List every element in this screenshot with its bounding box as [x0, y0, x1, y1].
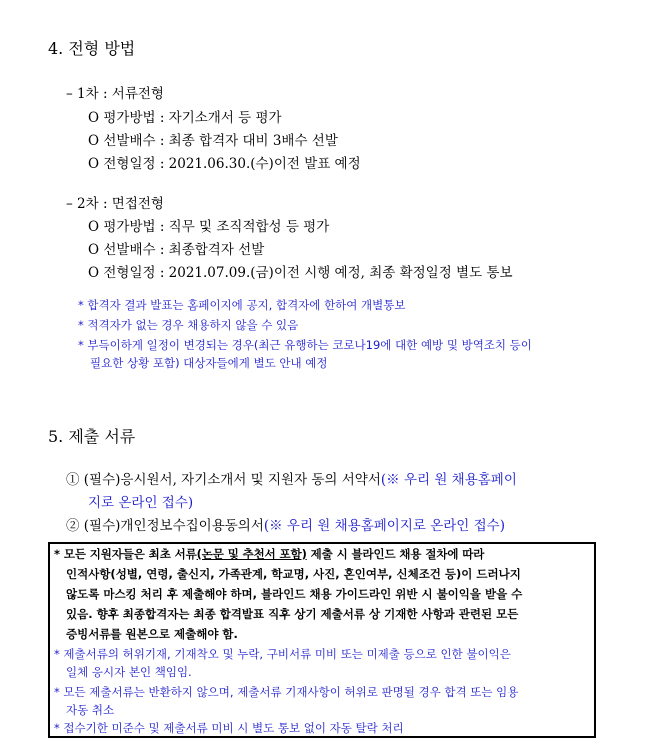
section-title-screening: 4. 전형 방법 [48, 39, 136, 58]
section-title-documents: 5. 제출 서류 [48, 427, 136, 446]
notice-line: 일체 응시자 본인 책임임. [66, 665, 192, 679]
document-item-2 [66, 514, 505, 534]
document-item-1-note: (※ 우리 원 채용홈페이 [380, 472, 517, 488]
notice-line: 자동 취소 [66, 703, 115, 717]
stage2-item: O 선발배수 : 최종합격자 선발 [88, 242, 265, 258]
document-item-1 [66, 468, 517, 488]
notice-line: * 접수기한 미준수 및 제출서류 미비 시 별도 통보 없이 자동 탈락 처리 [54, 721, 404, 735]
document-item-2-note: (※ 우리 원 채용홈페이지로 온라인 접수) [263, 518, 505, 534]
notice-line: 증빙서류를 원본으로 제출해야 함. [66, 627, 238, 641]
document-item-1-note-cont: 지로 온라인 접수) [88, 495, 194, 511]
notice-line: * 제출서류의 허위기재, 기재착오 및 누락, 구비서류 미비 또는 미제출 등으로 인한 불이익은 [54, 647, 511, 661]
stage1-item: O 전형일정 : 2021.06.30.(수)이전 발표 예정 [88, 156, 361, 172]
screening-note: * 적격자가 없는 경우 채용하지 않을 수 있음 [78, 318, 299, 332]
stage2-item: O 평가방법 : 직무 및 조직적합성 등 평가 [88, 219, 330, 235]
document-item-1-text: ① (필수)응시원서, 자기소개서 및 지원자 동의 서약서 [66, 472, 381, 488]
stage1-item: O 평가방법 : 자기소개서 등 평가 [88, 110, 282, 126]
notice-line: 있음. 향후 최종합격자는 최종 합격발표 직후 상기 제출서류 상 기재한 사항과 관련된 모든 [66, 607, 519, 621]
notice-text: 제출 시 블라인드 채용 절차에 따라 [306, 547, 485, 561]
notice-line: 않도록 마스킹 처리 후 제출해야 하며, 블라인드 채용 가이드라인 위반 시 불이익을 받을 수 [66, 587, 523, 601]
notice-line [54, 546, 484, 562]
notice-text: * 모든 지원자들은 최초 서류 [54, 547, 197, 561]
document-item-2-text: ② (필수)개인정보수집이용동의서 [66, 518, 264, 534]
screening-note: * 부득이하게 일정이 변경되는 경우(최근 유행하는 코로나19에 대한 예방 및 방역조치 등이 [78, 338, 532, 352]
screening-note: 필요한 상황 포함) 대상자들에게 별도 안내 예정 [90, 356, 328, 370]
screening-note: * 합격자 결과 발표는 홈페이지에 공지, 합격자에 한하여 개별통보 [78, 298, 406, 312]
notice-line: * 모든 제출서류는 반환하지 않으며, 제출서류 기재사항이 허위로 판명될 경우 합격 또는 임용 [54, 685, 519, 699]
notice-line: 인적사항(성별, 연령, 출신지, 가족관계, 학교명, 사진, 혼인여부, 신체조건 등)이 드러나지 [66, 567, 521, 581]
stage1-item: O 선발배수 : 최종 합격자 대비 3배수 선발 [88, 133, 338, 149]
notice-text-underlined: (논문 및 추천서 포함) [196, 547, 307, 561]
stage2-item: O 전형일정 : 2021.07.09.(금)이전 시행 예정, 최종 확정일정 별도 통보 [88, 265, 513, 281]
stage1-title: – 1차 : 서류전형 [66, 86, 164, 102]
stage2-title: – 2차 : 면접전형 [66, 196, 164, 212]
